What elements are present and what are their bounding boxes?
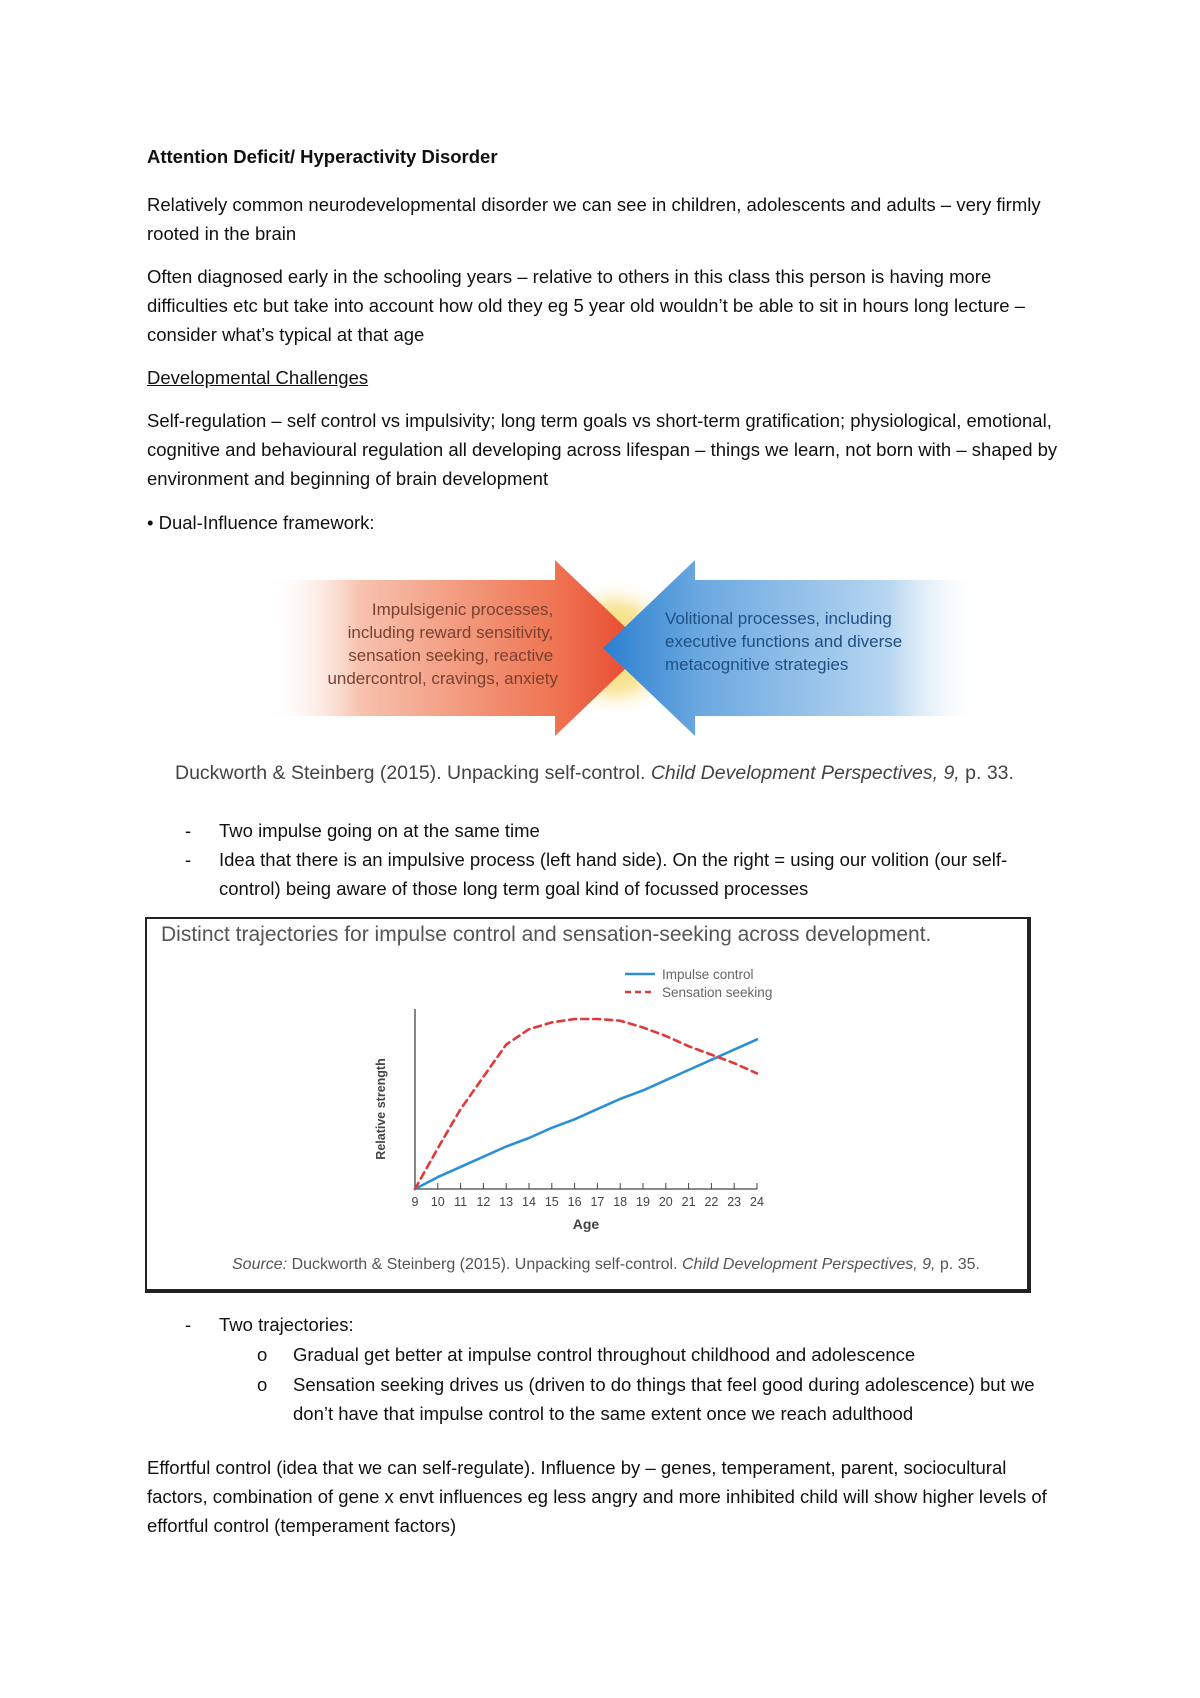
right-text-line: executive functions and diverse	[665, 632, 903, 651]
chart-title: Distinct trajectories for impulse control and sensation-seeking across development.	[161, 923, 932, 946]
x-tick-label: 24	[750, 1195, 764, 1209]
list-item-text: Two impulse going on at the same time	[219, 820, 540, 841]
left-text-line: including reward sensitivity,	[347, 623, 554, 642]
x-tick-label: 22	[704, 1195, 719, 1209]
x-tick-label: 10	[430, 1195, 445, 1209]
trajectory-chart	[147, 919, 1027, 1249]
list-item-text: Idea that there is an impulsive process (left hand side). On the right = using our volition (our self-control) being aware of those long term goal kind of focussed processes	[219, 849, 1008, 899]
list-item	[147, 1310, 1067, 1339]
x-tick-label: 16	[567, 1195, 582, 1209]
x-tick-label: 13	[499, 1195, 514, 1209]
self-regulation-paragraph: Self-regulation – self control vs impulsivity; long term goals vs short-term gratification; physiological, emotional, cognitive and behavioural regulation all developing across lifespan – things we learn, not born with – shaped by environment and beginning of brain development	[147, 410, 1058, 489]
sub-list-item-text: Sensation seeking drives us (driven to do things that feel good during adolescence) but we don’t have that impulse control to the same extent once we reach adulthood	[293, 1374, 1035, 1424]
citation-dual-figure	[175, 762, 1014, 785]
left-text-line: sensation seeking, reactive	[348, 646, 554, 665]
x-tick-label: 19	[636, 1195, 650, 1209]
list-item	[147, 816, 1067, 845]
source-main: Duckworth & Steinberg (2015). Unpacking self-control.	[287, 1256, 682, 1273]
list-item	[147, 845, 1067, 903]
right-text-line: Volitional processes, including	[665, 609, 892, 628]
citation-journal: Child Development Perspectives, 9,	[650, 762, 960, 784]
x-tick-label: 12	[476, 1195, 491, 1209]
x-tick-label: 11	[454, 1195, 468, 1209]
citation-page: p. 33.	[959, 762, 1014, 784]
x-tick-label: 18	[613, 1195, 628, 1209]
sub-list-marker: o	[257, 1374, 268, 1395]
sub-list-item	[147, 1370, 1067, 1428]
effortful-control-paragraph: Effortful control (idea that we can self-regulate). Influence by – genes, temperament, parent, sociocultural factors, combination of gene x envt influences eg less angry and more inhibited child will show higher levels of effortful control (temperament factors)	[147, 1457, 1047, 1536]
right-text-line: metacognitive strategies	[665, 655, 849, 674]
x-tick-label: 21	[681, 1195, 696, 1209]
x-tick-label: 14	[522, 1195, 536, 1209]
x-tick-label: 17	[590, 1195, 605, 1209]
source-journal: Child Development Perspectives, 9,	[682, 1256, 936, 1273]
chart-source	[232, 1256, 980, 1274]
left-text-line: undercontrol, cravings, anxiety	[327, 669, 558, 688]
section-heading: Developmental Challenges	[147, 367, 369, 388]
legend-label: Impulse control	[662, 967, 754, 982]
intro-paragraph: Relatively common neurodevelopmental disorder we can see in children, adolescents and adults – very firmly rooted in the brain	[147, 194, 1041, 244]
source-page: p. 35.	[935, 1256, 980, 1273]
legend-label: Sensation seeking	[662, 985, 773, 1000]
citation-main: Duckworth & Steinberg (2015). Unpacking self-control.	[175, 762, 651, 784]
x-tick-label: 9	[411, 1195, 419, 1209]
left-text-line: Impulsigenic processes,	[371, 600, 554, 619]
source-prefix: Source:	[232, 1256, 288, 1273]
list-item-text: Two trajectories:	[219, 1314, 354, 1335]
dual-influence-bullet: • Dual-Influence framework:	[147, 512, 375, 533]
dash-list-2	[147, 1310, 1067, 1428]
x-tick-label: 15	[544, 1195, 559, 1209]
sub-list-item	[147, 1340, 1067, 1369]
x-tick-label: 20	[658, 1195, 673, 1209]
diagnosis-paragraph: Often diagnosed early in the schooling years – relative to others in this class this person is having more difficulties etc but take into account how old they eg 5 year old wouldn’t be able to sit in hours long lecture – consider what’s typical at that age	[147, 266, 1025, 345]
sub-list-marker: o	[257, 1344, 268, 1365]
document-title: Attention Deficit/ Hyperactivity Disorder	[147, 146, 498, 167]
series-line-impulse-control	[415, 1039, 757, 1189]
sub-list-item-text: Gradual get better at impulse control throughout childhood and adolescence	[293, 1344, 916, 1365]
x-tick-label: 23	[727, 1195, 742, 1209]
list-marker: -	[185, 820, 192, 841]
list-marker: -	[185, 1314, 192, 1335]
list-marker: -	[185, 849, 192, 870]
trajectory-chart-box	[145, 917, 1031, 1293]
x-axis-label: Age	[572, 1216, 600, 1232]
dual-influence-figure	[265, 560, 985, 745]
y-axis-label: Relative strength	[374, 1058, 388, 1160]
dash-list-1	[147, 816, 1067, 903]
